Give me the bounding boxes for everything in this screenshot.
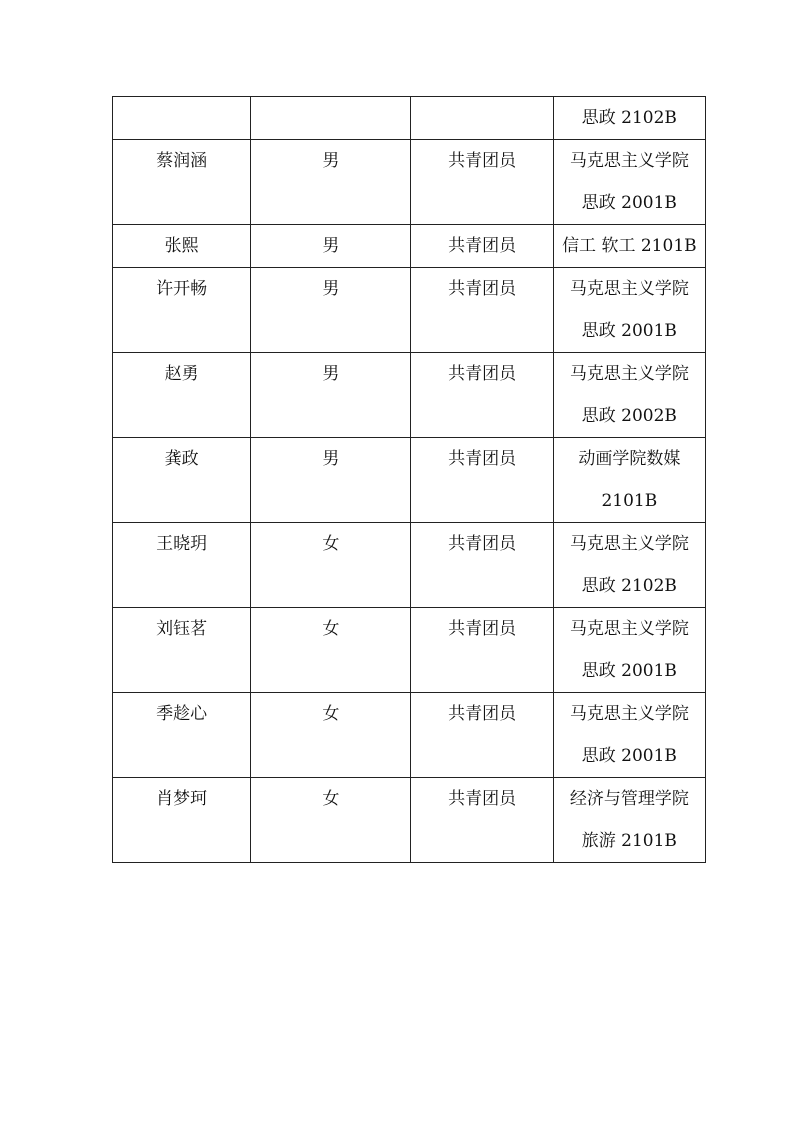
class-cell-line: 思政 2001B bbox=[581, 321, 677, 341]
gender-cell-text: 女 bbox=[322, 704, 340, 724]
name-cell bbox=[113, 438, 251, 523]
political-status-cell bbox=[411, 608, 553, 693]
class-cell-line: 马克思主义学院 bbox=[569, 534, 689, 554]
table-row bbox=[113, 778, 706, 863]
member-roster-table bbox=[112, 96, 706, 863]
political-status-cell bbox=[411, 523, 553, 608]
name-cell-text: 肖梦珂 bbox=[156, 789, 208, 809]
gender-cell-text: 男 bbox=[322, 236, 340, 256]
political-status-cell bbox=[411, 353, 553, 438]
gender-cell bbox=[251, 225, 411, 268]
gender-cell-text: 女 bbox=[322, 534, 340, 554]
roster-table-body bbox=[113, 97, 706, 863]
table-row bbox=[113, 268, 706, 353]
name-cell-text: 刘钰茗 bbox=[156, 619, 208, 639]
table-row bbox=[113, 353, 706, 438]
gender-cell-text: 男 bbox=[322, 449, 340, 469]
gender-cell bbox=[251, 353, 411, 438]
gender-cell bbox=[251, 693, 411, 778]
gender-cell-text: 男 bbox=[322, 279, 340, 299]
name-cell-text: 龚政 bbox=[164, 449, 199, 469]
class-cell-line: 思政 2102B bbox=[581, 576, 677, 596]
political-status-cell-text: 共青团员 bbox=[448, 279, 517, 299]
class-cell-line: 动画学院数媒 bbox=[578, 449, 681, 469]
gender-cell bbox=[251, 438, 411, 523]
name-cell bbox=[113, 608, 251, 693]
political-status-cell bbox=[411, 693, 553, 778]
gender-cell-text bbox=[251, 97, 410, 139]
political-status-cell bbox=[411, 140, 553, 225]
name-cell-text: 张熙 bbox=[164, 236, 199, 256]
political-status-cell-text: 共青团员 bbox=[448, 619, 517, 639]
class-cell bbox=[553, 140, 705, 225]
class-cell-line: 马克思主义学院 bbox=[569, 364, 689, 384]
table-row bbox=[113, 523, 706, 608]
political-status-cell bbox=[411, 97, 553, 140]
political-status-cell-text: 共青团员 bbox=[448, 534, 517, 554]
table-row bbox=[113, 438, 706, 523]
class-cell-line: 思政 2002B bbox=[581, 406, 677, 426]
gender-cell bbox=[251, 608, 411, 693]
political-status-cell bbox=[411, 778, 553, 863]
political-status-cell bbox=[411, 225, 553, 268]
class-cell bbox=[553, 353, 705, 438]
name-cell bbox=[113, 353, 251, 438]
name-cell bbox=[113, 140, 251, 225]
class-cell bbox=[553, 778, 705, 863]
class-cell bbox=[553, 608, 705, 693]
gender-cell bbox=[251, 778, 411, 863]
class-cell-line: 马克思主义学院 bbox=[569, 151, 689, 171]
table-row bbox=[113, 140, 706, 225]
class-cell-line: 信工 软工 2101B bbox=[562, 236, 697, 256]
political-status-cell-text: 共青团员 bbox=[448, 704, 517, 724]
name-cell bbox=[113, 97, 251, 140]
name-cell bbox=[113, 225, 251, 268]
name-cell-text: 蔡润涵 bbox=[156, 151, 208, 171]
class-cell-line: 2101B bbox=[601, 491, 658, 511]
gender-cell bbox=[251, 268, 411, 353]
political-status-cell-text: 共青团员 bbox=[448, 151, 517, 171]
class-cell-line: 旅游 2101B bbox=[581, 831, 677, 851]
table-row bbox=[113, 97, 706, 140]
gender-cell bbox=[251, 140, 411, 225]
name-cell-text bbox=[113, 97, 250, 139]
class-cell-line: 思政 2001B bbox=[581, 746, 677, 766]
class-cell-line: 经济与管理学院 bbox=[569, 789, 689, 809]
gender-cell bbox=[251, 97, 411, 140]
class-cell bbox=[553, 523, 705, 608]
class-cell bbox=[553, 225, 705, 268]
class-cell-line: 马克思主义学院 bbox=[569, 704, 689, 724]
class-cell-line: 马克思主义学院 bbox=[569, 619, 689, 639]
political-status-cell-text: 共青团员 bbox=[448, 789, 517, 809]
class-cell-line: 思政 2102B bbox=[581, 108, 677, 128]
gender-cell-text: 女 bbox=[322, 619, 340, 639]
political-status-cell-text bbox=[411, 97, 552, 139]
name-cell bbox=[113, 523, 251, 608]
name-cell-text: 赵勇 bbox=[164, 364, 199, 384]
political-status-cell-text: 共青团员 bbox=[448, 364, 517, 384]
class-cell bbox=[553, 97, 705, 140]
table-row bbox=[113, 225, 706, 268]
gender-cell-text: 女 bbox=[322, 789, 340, 809]
class-cell-line: 思政 2001B bbox=[581, 661, 677, 681]
name-cell bbox=[113, 693, 251, 778]
political-status-cell bbox=[411, 438, 553, 523]
table-row bbox=[113, 608, 706, 693]
name-cell-text: 王晓玥 bbox=[156, 534, 208, 554]
name-cell-text: 许开畅 bbox=[156, 279, 208, 299]
class-cell bbox=[553, 268, 705, 353]
name-cell bbox=[113, 778, 251, 863]
class-cell bbox=[553, 438, 705, 523]
gender-cell-text: 男 bbox=[322, 151, 340, 171]
table-row bbox=[113, 693, 706, 778]
class-cell-line: 思政 2001B bbox=[581, 193, 677, 213]
gender-cell-text: 男 bbox=[322, 364, 340, 384]
political-status-cell bbox=[411, 268, 553, 353]
class-cell bbox=[553, 693, 705, 778]
name-cell bbox=[113, 268, 251, 353]
name-cell-text: 季趁心 bbox=[156, 704, 208, 724]
gender-cell bbox=[251, 523, 411, 608]
political-status-cell-text: 共青团员 bbox=[448, 449, 517, 469]
class-cell-line: 马克思主义学院 bbox=[569, 279, 689, 299]
political-status-cell-text: 共青团员 bbox=[448, 236, 517, 256]
